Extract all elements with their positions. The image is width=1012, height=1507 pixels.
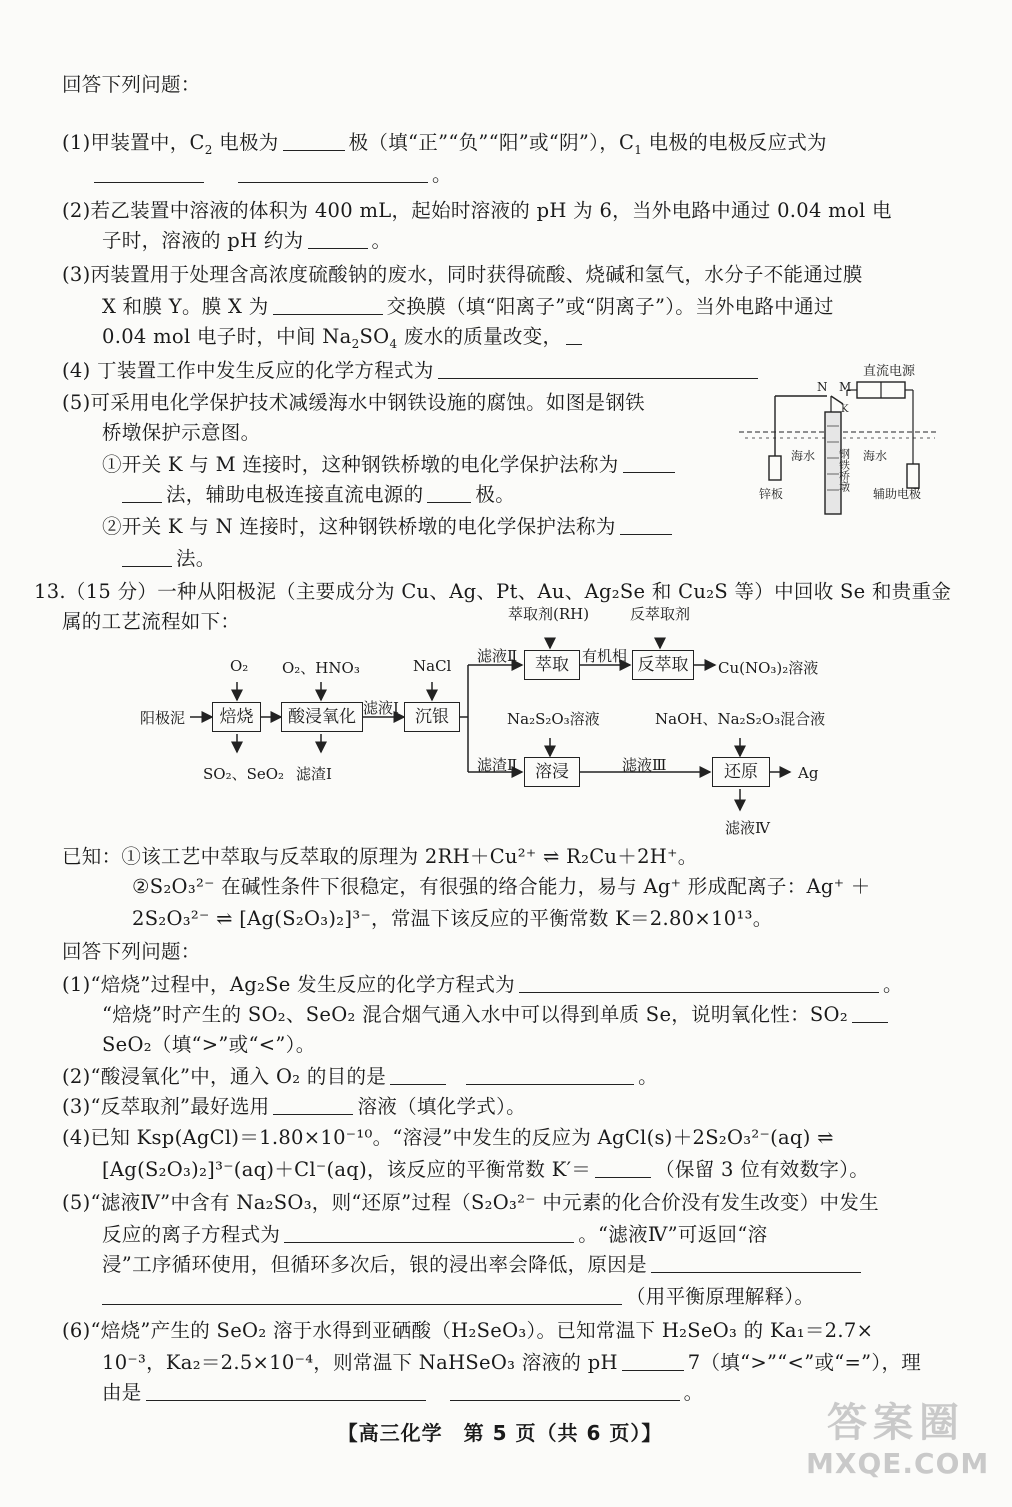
- flow-step-extract: 萃取: [524, 650, 580, 680]
- flow-step-roast: 焙烧: [212, 702, 261, 732]
- flow-back-extractant-input: 反萃取剂: [630, 605, 691, 623]
- q13-part6-line1: (6)“焙烧”产生的 SeO₂ 溶于水得到亚硒酸（H₂SeO₃）。已知常温下 H₂SeO₃ 的 Ka₁＝2.7×: [62, 1319, 874, 1342]
- q12-part5-sub1-line2: 法，辅助电极连接直流电源的 极。: [122, 480, 802, 510]
- watermark-line1: 答案圈: [827, 1400, 965, 1446]
- answer-blank[interactable]: [620, 514, 672, 535]
- flow-filtrate-3: 滤液Ⅲ: [622, 756, 667, 774]
- q13-part6-line2: 10⁻³，Ka₂＝2.5×10⁻⁴，则常温下 NaHSeO₃ 溶液的 pH 7（填“>”“<”或“=”），理: [102, 1351, 922, 1374]
- flow-step-acid-leach: 酸浸氧化: [281, 702, 363, 732]
- page-footer: 【高三化学 第 5 页（共 6 页）】: [337, 1421, 663, 1445]
- watermark-logo: [806, 1399, 990, 1489]
- q13-known-1: 已知：①该工艺中萃取与反萃取的原理为 2RH＋Cu²⁺ ⇌ R₂Cu＋2H⁺。: [62, 845, 698, 868]
- answer-blank[interactable]: [566, 324, 582, 345]
- answer-prompt-13: 回答下列问题：: [62, 940, 201, 963]
- zinc-label: 锌板: [759, 487, 784, 501]
- switch-k: [831, 396, 843, 404]
- flow-anode-mud: 阳极泥: [140, 709, 186, 727]
- q13-known-2a: ②S₂O₃²⁻ 在碱性条件下很稳定，有很强的络合能力，易与 Ag⁺ 形成配离子：Ag⁺ ＋: [132, 875, 871, 898]
- switch-k-label: K: [841, 404, 849, 415]
- q12-part3-line2: X 和膜 Y。膜 X 为 交换膜（填“阳离子”或“阴离子”）。当外电路中通过: [102, 295, 834, 318]
- q13-intro-line1: 13.（15 分）一种从阳极泥（主要成分为 Cu、Ag、Pt、Au、Ag₂Se 和 Cu₂S 等）中回收 Se 和贵重金: [34, 580, 952, 603]
- q13-intro-line2: 属的工艺流程如下：: [62, 610, 241, 633]
- answer-prompt-12: 回答下列问题：: [62, 73, 201, 96]
- answer-blank[interactable]: [390, 1064, 446, 1085]
- q12-part5-sub1-line1: ①开关 K 与 M 连接时，这种钢铁桥墩的电化学保护法称为: [102, 450, 782, 480]
- flow-gases-output: SO₂、SeO₂: [203, 765, 285, 783]
- q13-part5-line4: （用平衡原理解释）。: [102, 1282, 982, 1312]
- q12-part5-sub2-line2: 法。: [122, 544, 802, 574]
- q13-part5-line1: (5)“滤液Ⅳ”中含有 Na₂SO₃，则“还原”过程（S₂O₃²⁻ 中元素的化合价没有发生改变）中发生: [62, 1191, 879, 1214]
- flow-filtrate-4: 滤液Ⅳ: [725, 819, 770, 837]
- bridge-pier-figure: [735, 364, 945, 516]
- q12-part1-line1: (1)甲装置中，$C_2$ 电极为 极（填“正”“负”“阳”或“阴”），$C_1$ 电极的电极反应式为: [62, 131, 827, 157]
- flow-step-back-extract: 反萃取: [632, 650, 694, 680]
- q13-part6-line3: 由是 。: [102, 1381, 704, 1404]
- answer-blank[interactable]: [651, 1252, 861, 1273]
- q12-part4: (4) 丁装置工作中发生反应的化学方程式为: [62, 356, 942, 386]
- flow-ag-product: Ag: [798, 764, 819, 782]
- answer-blank[interactable]: [283, 130, 345, 151]
- flow-cu-no3-product: Cu(NO₃)₂溶液: [718, 659, 819, 677]
- answer-blank[interactable]: [427, 482, 471, 503]
- flow-organic-phase: 有机相: [582, 647, 628, 665]
- seawater-left-label: 海水: [791, 449, 816, 463]
- q13-known-2b: 2S₂O₃²⁻ ⇌ [Ag(S₂O₃)₂]³⁻，常温下该反应的平衡常数 K＝2.80×10¹³。: [132, 907, 773, 930]
- q12-part5-sub2-line1: ②开关 K 与 N 连接时，这种钢铁桥墩的电化学保护法称为: [102, 512, 782, 542]
- dc-power-label: 直流电源: [863, 364, 916, 379]
- answer-blank[interactable]: [466, 1064, 634, 1085]
- switch-n-label: N: [817, 380, 828, 394]
- answer-blank[interactable]: [308, 228, 368, 249]
- answer-blank[interactable]: [623, 452, 675, 473]
- pier-label: 钢铁桥墩: [837, 448, 851, 492]
- answer-blank[interactable]: [273, 294, 383, 315]
- flow-step-reduce: 还原: [712, 757, 770, 787]
- answer-blank[interactable]: [284, 1222, 574, 1243]
- flow-naoh-mix-input: NaOH、Na₂S₂O₃混合液: [655, 710, 826, 728]
- q13-part1-line1: (1)“焙烧”过程中，Ag₂Se 发生反应的化学方程式为 。: [62, 973, 903, 996]
- answer-blank[interactable]: [238, 162, 428, 183]
- q13-part1-line2: “焙烧”时产生的 SO₂、SeO₂ 混合烟气通入水中可以得到单质 Se，说明氧化性：SO₂: [102, 1000, 982, 1030]
- flow-o2-input: O₂: [230, 657, 249, 675]
- q12-part2-line2: 子时，溶液的 pH 约为 。: [102, 229, 392, 252]
- answer-blank[interactable]: [273, 1094, 353, 1115]
- aux-label: 辅助电极: [873, 487, 922, 501]
- flow-filtrate-2: 滤液Ⅱ: [477, 647, 518, 665]
- q12-part5-line2: 桥墩保护示意图。: [102, 421, 261, 444]
- flow-nacl-input: NaCl: [413, 657, 452, 675]
- q12-part5-line1: (5)可采用电化学保护技术减缓海水中钢铁设施的腐蚀。如图是钢铁: [62, 391, 645, 414]
- q12-part2-line1: (2)若乙装置中溶液的体积为 400 mL，起始时溶液的 pH 为 6，当外电路中通过 0.04 mol 电: [62, 199, 892, 222]
- q12-part3-line1: (3)丙装置用于处理含高浓度硫酸钠的废水，同时获得硫酸、烧碱和氢气，水分子不能通过膜: [62, 263, 863, 286]
- q13-part4-line2: [Ag(S₂O₃)₂]³⁻(aq)＋Cl⁻(aq)，该反应的平衡常数 K′＝ （保留 3 位有效数字）。: [102, 1158, 870, 1181]
- switch-m-label: M: [839, 380, 852, 394]
- answer-blank[interactable]: [122, 482, 162, 503]
- watermark-line2: MXQE.COM: [806, 1447, 990, 1480]
- answer-blank[interactable]: [94, 162, 204, 183]
- flow-residue-2: 滤渣Ⅱ: [477, 756, 518, 774]
- flow-step-precip-ag: 沉银: [404, 702, 460, 732]
- answer-blank[interactable]: [102, 1284, 622, 1305]
- flow-step-dissolve: 溶浸: [524, 757, 580, 787]
- answer-blank[interactable]: [595, 1157, 651, 1178]
- flow-residue-1: 滤渣Ⅰ: [296, 765, 332, 783]
- answer-blank[interactable]: [519, 972, 879, 993]
- q13-part2: (2)“酸浸氧化”中，通入 O₂ 的目的是 。: [62, 1065, 658, 1088]
- answer-blank[interactable]: [122, 546, 172, 567]
- zinc-plate: [769, 456, 781, 480]
- flow-extractant-input: 萃取剂(RH): [508, 605, 590, 623]
- q12-part3-line3: 0.04 mol 电子时，中间 $Na_2SO_4$ 废水的质量改变，: [102, 322, 982, 359]
- aux-electrode: [907, 464, 919, 488]
- flow-na2s2o3-input: Na₂S₂O₃溶液: [507, 710, 600, 728]
- answer-blank[interactable]: [146, 1380, 426, 1401]
- answer-blank[interactable]: [622, 1350, 684, 1371]
- q13-part5-line3: 浸”工序循环使用，但循环多次后，银的浸出率会降低，原因是: [102, 1250, 982, 1280]
- seawater-right-label: 海水: [863, 449, 888, 463]
- q13-part3: (3)“反萃取剂”最好选用 溶液（填化学式）。: [62, 1095, 526, 1118]
- q13-part1-line3: SeO₂（填“>”或“<”）。: [102, 1033, 316, 1056]
- q13-part5-line2: 反应的离子方程式为 。“滤液Ⅳ”可返回“溶: [102, 1223, 768, 1246]
- answer-blank[interactable]: [852, 1002, 888, 1023]
- answer-blank[interactable]: [438, 358, 758, 379]
- flow-filtrate-1: 滤液Ⅰ: [363, 699, 399, 717]
- flow-o2-hno3-input: O₂、HNO₃: [282, 659, 360, 677]
- answer-blank[interactable]: [450, 1380, 680, 1401]
- q12-part1-line2: 。: [62, 160, 942, 190]
- q13-part4-line1: (4)已知 Ksp(AgCl)＝1.80×10⁻¹⁰。“溶浸”中发生的反应为 AgCl(s)＋2S₂O₃²⁻(aq) ⇌: [62, 1126, 834, 1149]
